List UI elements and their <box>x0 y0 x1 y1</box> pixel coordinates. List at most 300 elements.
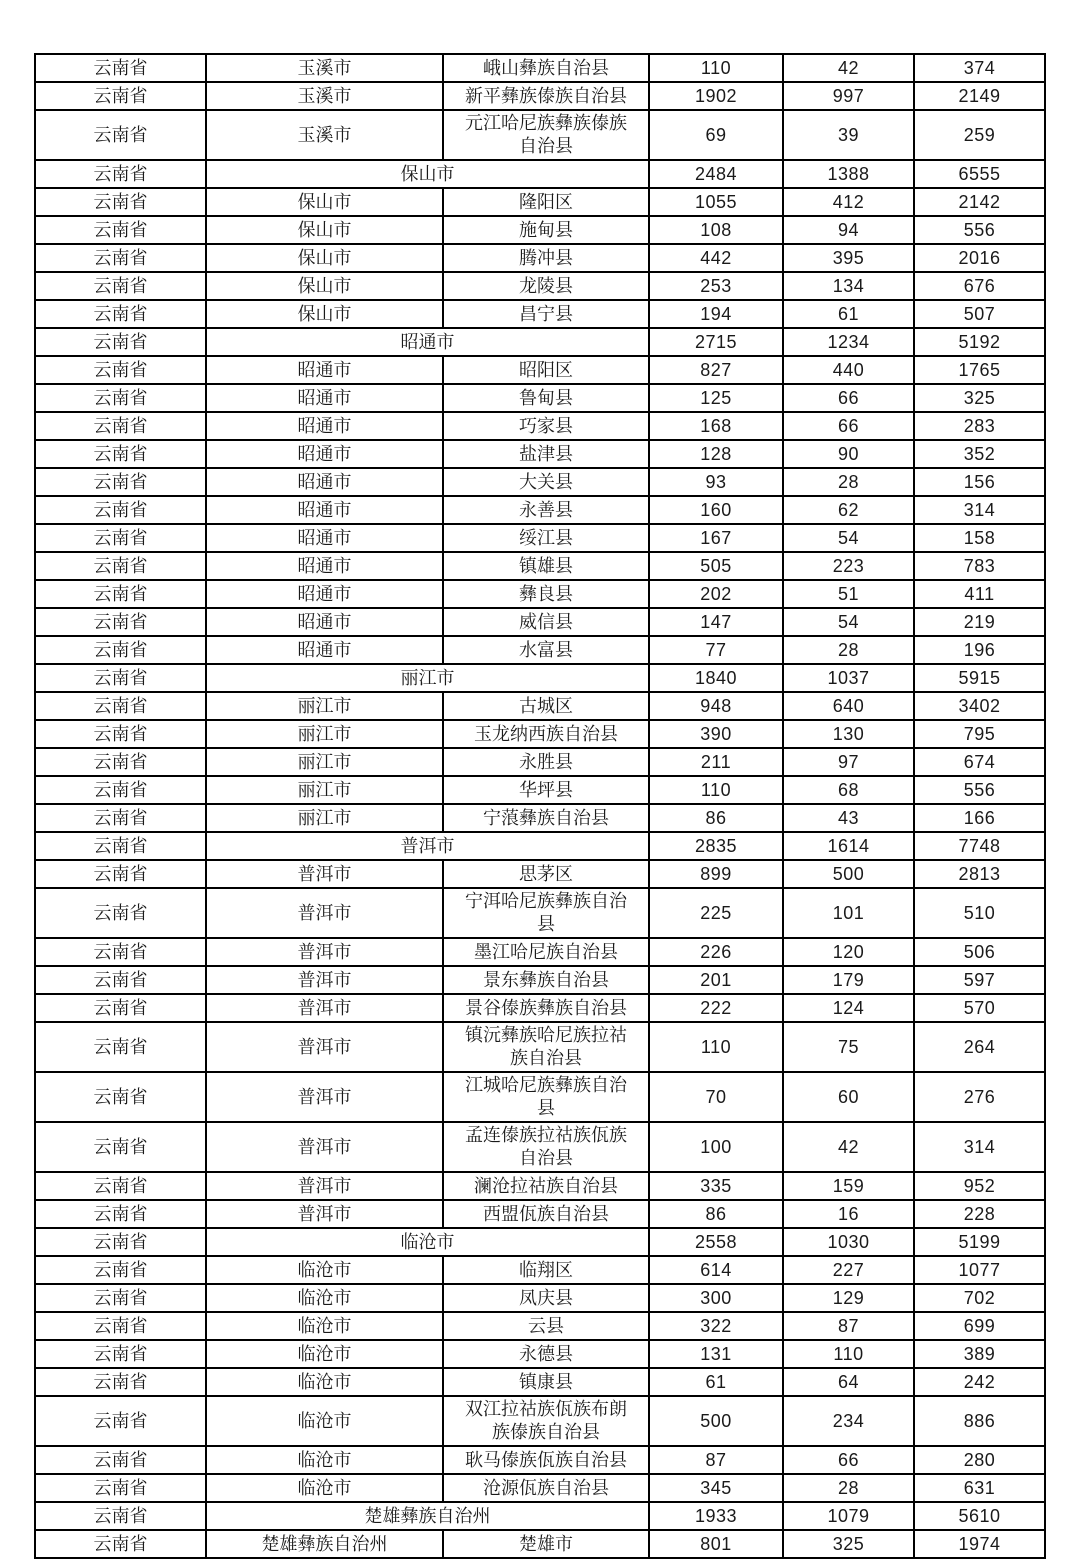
county-cell <box>443 216 649 244</box>
table-row <box>35 1022 1045 1072</box>
province-cell: 云南省 <box>35 356 206 384</box>
city-cell: 昭通市 <box>206 524 443 552</box>
table-row <box>35 244 1045 272</box>
table-row <box>35 1072 1045 1122</box>
value-cell: 1614 <box>783 832 914 860</box>
value-cell: 322 <box>649 1312 783 1340</box>
city-cell: 昭通市 <box>206 356 443 384</box>
value-cell: 167 <box>649 524 783 552</box>
city-cell: 临沧市 <box>206 1312 443 1340</box>
province-cell: 云南省 <box>35 412 206 440</box>
county-cell <box>443 938 649 966</box>
table-row <box>35 1474 1045 1502</box>
province-cell: 云南省 <box>35 804 206 832</box>
value-cell: 168 <box>649 412 783 440</box>
value-cell: 2813 <box>914 860 1045 888</box>
county-name: 楚雄市 <box>519 1533 573 1554</box>
value-cell: 899 <box>649 860 783 888</box>
city-cell: 普洱市 <box>206 860 443 888</box>
province-cell: 云南省 <box>35 608 206 636</box>
value-cell: 2149 <box>914 82 1045 110</box>
province-cell: 云南省 <box>35 1340 206 1368</box>
table-row <box>35 1172 1045 1200</box>
value-cell: 110 <box>649 1022 783 1072</box>
county-cell <box>443 524 649 552</box>
county-name: 宁蒗彝族自治县 <box>483 807 609 828</box>
county-name: 龙陵县 <box>519 275 573 296</box>
county-name: 永胜县 <box>519 751 573 772</box>
county-name: 盐津县 <box>519 443 573 464</box>
province-cell: 云南省 <box>35 1022 206 1072</box>
county-name: 巧家县 <box>519 415 573 436</box>
city-cell: 普洱市 <box>206 1122 443 1172</box>
city-cell: 昭通市 <box>206 552 443 580</box>
county-cell <box>443 412 649 440</box>
region-statistics-table <box>34 53 1046 1559</box>
value-cell: 120 <box>783 938 914 966</box>
province-cell: 云南省 <box>35 748 206 776</box>
table-row <box>35 804 1045 832</box>
county-name: 云县 <box>528 1315 564 1336</box>
city-cell: 玉溪市 <box>206 82 443 110</box>
county-name: 峨山彝族自治县 <box>483 57 609 78</box>
value-cell: 389 <box>914 1340 1045 1368</box>
value-cell: 90 <box>783 440 914 468</box>
province-cell: 云南省 <box>35 1396 206 1446</box>
city-cell: 玉溪市 <box>206 54 443 82</box>
value-cell: 86 <box>649 1200 783 1228</box>
value-cell: 676 <box>914 272 1045 300</box>
value-cell: 134 <box>783 272 914 300</box>
city-group-cell: 昭通市 <box>206 328 649 356</box>
province-cell: 云南省 <box>35 1072 206 1122</box>
value-cell: 442 <box>649 244 783 272</box>
value-cell: 335 <box>649 1172 783 1200</box>
province-cell: 云南省 <box>35 692 206 720</box>
value-cell: 702 <box>914 1284 1045 1312</box>
province-cell: 云南省 <box>35 1200 206 1228</box>
city-cell: 保山市 <box>206 216 443 244</box>
province-cell: 云南省 <box>35 1122 206 1172</box>
city-cell: 昭通市 <box>206 468 443 496</box>
value-cell: 28 <box>783 636 914 664</box>
value-cell: 156 <box>914 468 1045 496</box>
province-cell: 云南省 <box>35 860 206 888</box>
county-cell <box>443 1256 649 1284</box>
value-cell: 128 <box>649 440 783 468</box>
province-cell: 云南省 <box>35 300 206 328</box>
table-row <box>35 1122 1045 1172</box>
city-cell: 昭通市 <box>206 608 443 636</box>
county-cell <box>443 1340 649 1368</box>
value-cell: 42 <box>783 1122 914 1172</box>
county-name: 景谷傣族彝族自治县 <box>465 997 627 1018</box>
value-cell: 674 <box>914 748 1045 776</box>
value-cell: 201 <box>649 966 783 994</box>
value-cell: 7748 <box>914 832 1045 860</box>
province-cell: 云南省 <box>35 888 206 938</box>
county-cell <box>443 272 649 300</box>
table-row <box>35 938 1045 966</box>
table-row-group-summary <box>35 832 1045 860</box>
city-cell: 昭通市 <box>206 412 443 440</box>
table-row <box>35 994 1045 1022</box>
value-cell: 87 <box>783 1312 914 1340</box>
value-cell: 42 <box>783 54 914 82</box>
value-cell: 345 <box>649 1474 783 1502</box>
county-cell <box>443 692 649 720</box>
county-cell <box>443 1022 649 1072</box>
city-cell: 昭通市 <box>206 496 443 524</box>
city-group-cell: 普洱市 <box>206 832 649 860</box>
value-cell: 64 <box>783 1368 914 1396</box>
city-cell: 保山市 <box>206 300 443 328</box>
city-group-cell: 临沧市 <box>206 1228 649 1256</box>
value-cell: 314 <box>914 1122 1045 1172</box>
county-name: 威信县 <box>519 611 573 632</box>
value-cell: 5610 <box>914 1502 1045 1530</box>
value-cell: 253 <box>649 272 783 300</box>
value-cell: 61 <box>649 1368 783 1396</box>
value-cell: 131 <box>649 1340 783 1368</box>
value-cell: 179 <box>783 966 914 994</box>
value-cell: 948 <box>649 692 783 720</box>
city-cell: 普洱市 <box>206 1022 443 1072</box>
value-cell: 2558 <box>649 1228 783 1256</box>
county-name: 鲁甸县 <box>519 387 573 408</box>
value-cell: 66 <box>783 1446 914 1474</box>
value-cell: 110 <box>783 1340 914 1368</box>
province-cell: 云南省 <box>35 1312 206 1340</box>
value-cell: 129 <box>783 1284 914 1312</box>
county-name: 西盟佤族自治县 <box>483 1203 609 1224</box>
county-cell <box>443 804 649 832</box>
value-cell: 68 <box>783 776 914 804</box>
value-cell: 124 <box>783 994 914 1022</box>
table-row <box>35 440 1045 468</box>
value-cell: 997 <box>783 82 914 110</box>
county-cell <box>443 1200 649 1228</box>
county-name: 景东彝族自治县 <box>483 969 609 990</box>
table-body <box>35 54 1045 1558</box>
city-cell: 昭通市 <box>206 440 443 468</box>
table-row <box>35 888 1045 938</box>
table-row <box>35 188 1045 216</box>
value-cell: 276 <box>914 1072 1045 1122</box>
value-cell: 159 <box>783 1172 914 1200</box>
value-cell: 556 <box>914 216 1045 244</box>
value-cell: 1902 <box>649 82 783 110</box>
value-cell: 242 <box>914 1368 1045 1396</box>
value-cell: 54 <box>783 524 914 552</box>
value-cell: 500 <box>649 1396 783 1446</box>
value-cell: 28 <box>783 1474 914 1502</box>
value-cell: 1037 <box>783 664 914 692</box>
value-cell: 1388 <box>783 160 914 188</box>
value-cell: 97 <box>783 748 914 776</box>
province-cell: 云南省 <box>35 552 206 580</box>
county-cell <box>443 384 649 412</box>
value-cell: 411 <box>914 580 1045 608</box>
county-name: 隆阳区 <box>519 191 573 212</box>
city-cell: 保山市 <box>206 188 443 216</box>
table-row <box>35 552 1045 580</box>
county-cell <box>443 776 649 804</box>
county-name: 昌宁县 <box>519 303 573 324</box>
city-group-cell: 楚雄彝族自治州 <box>206 1502 649 1530</box>
table-row <box>35 524 1045 552</box>
table-row-group-summary <box>35 1228 1045 1256</box>
value-cell: 194 <box>649 300 783 328</box>
province-cell: 云南省 <box>35 832 206 860</box>
table-row <box>35 54 1045 82</box>
value-cell: 69 <box>649 110 783 160</box>
value-cell: 325 <box>914 384 1045 412</box>
value-cell: 6555 <box>914 160 1045 188</box>
province-cell: 云南省 <box>35 720 206 748</box>
province-cell: 云南省 <box>35 1502 206 1530</box>
county-cell <box>443 994 649 1022</box>
value-cell: 2016 <box>914 244 1045 272</box>
value-cell: 264 <box>914 1022 1045 1072</box>
city-cell: 昭通市 <box>206 580 443 608</box>
value-cell: 1933 <box>649 1502 783 1530</box>
value-cell: 86 <box>649 804 783 832</box>
city-cell: 临沧市 <box>206 1474 443 1502</box>
city-cell: 临沧市 <box>206 1340 443 1368</box>
city-cell: 临沧市 <box>206 1446 443 1474</box>
value-cell: 440 <box>783 356 914 384</box>
value-cell: 614 <box>649 1256 783 1284</box>
county-name: 昭阳区 <box>519 359 573 380</box>
province-cell: 云南省 <box>35 776 206 804</box>
table-row <box>35 608 1045 636</box>
value-cell: 75 <box>783 1022 914 1072</box>
county-name: 临翔区 <box>519 1259 573 1280</box>
county-name: 元江哈尼族彝族傣族自治县 <box>465 113 627 156</box>
province-cell: 云南省 <box>35 244 206 272</box>
province-cell: 云南省 <box>35 188 206 216</box>
county-cell <box>443 748 649 776</box>
table-row <box>35 1530 1045 1558</box>
table-row-group-summary <box>35 328 1045 356</box>
city-cell: 丽江市 <box>206 776 443 804</box>
county-cell <box>443 1122 649 1172</box>
value-cell: 2715 <box>649 328 783 356</box>
county-cell <box>443 1530 649 1558</box>
county-cell <box>443 54 649 82</box>
province-cell: 云南省 <box>35 938 206 966</box>
value-cell: 93 <box>649 468 783 496</box>
county-cell <box>443 440 649 468</box>
table-row <box>35 1340 1045 1368</box>
table-row-group-summary <box>35 1502 1045 1530</box>
county-cell <box>443 110 649 160</box>
value-cell: 5192 <box>914 328 1045 356</box>
county-name: 水富县 <box>519 639 573 660</box>
value-cell: 16 <box>783 1200 914 1228</box>
value-cell: 300 <box>649 1284 783 1312</box>
province-cell: 云南省 <box>35 160 206 188</box>
province-cell: 云南省 <box>35 54 206 82</box>
value-cell: 66 <box>783 412 914 440</box>
county-name: 古城区 <box>519 695 573 716</box>
city-cell: 普洱市 <box>206 1172 443 1200</box>
province-cell: 云南省 <box>35 636 206 664</box>
value-cell: 219 <box>914 608 1045 636</box>
city-cell: 普洱市 <box>206 994 443 1022</box>
table-row <box>35 776 1045 804</box>
value-cell: 202 <box>649 580 783 608</box>
value-cell: 100 <box>649 1122 783 1172</box>
value-cell: 1840 <box>649 664 783 692</box>
province-cell: 云南省 <box>35 216 206 244</box>
table-row <box>35 1396 1045 1446</box>
value-cell: 160 <box>649 496 783 524</box>
value-cell: 507 <box>914 300 1045 328</box>
county-cell <box>443 300 649 328</box>
county-name: 彝良县 <box>519 583 573 604</box>
table-row <box>35 300 1045 328</box>
city-group-cell: 丽江市 <box>206 664 649 692</box>
value-cell: 325 <box>783 1530 914 1558</box>
value-cell: 280 <box>914 1446 1045 1474</box>
value-cell: 314 <box>914 496 1045 524</box>
table-row <box>35 636 1045 664</box>
province-cell: 云南省 <box>35 1228 206 1256</box>
province-cell: 云南省 <box>35 1284 206 1312</box>
province-cell: 云南省 <box>35 384 206 412</box>
table-row <box>35 1256 1045 1284</box>
province-cell: 云南省 <box>35 1474 206 1502</box>
county-cell <box>443 966 649 994</box>
value-cell: 228 <box>914 1200 1045 1228</box>
county-name: 镇雄县 <box>519 555 573 576</box>
value-cell: 110 <box>649 776 783 804</box>
value-cell: 500 <box>783 860 914 888</box>
province-cell: 云南省 <box>35 664 206 692</box>
value-cell: 77 <box>649 636 783 664</box>
table-row <box>35 412 1045 440</box>
table-row <box>35 384 1045 412</box>
county-name: 江城哈尼族彝族自治县 <box>465 1075 627 1118</box>
value-cell: 54 <box>783 608 914 636</box>
value-cell: 226 <box>649 938 783 966</box>
county-cell <box>443 356 649 384</box>
city-cell: 保山市 <box>206 272 443 300</box>
value-cell: 108 <box>649 216 783 244</box>
county-cell <box>443 1284 649 1312</box>
province-cell: 云南省 <box>35 328 206 356</box>
value-cell: 225 <box>649 888 783 938</box>
county-name: 华坪县 <box>519 779 573 800</box>
table-row <box>35 468 1045 496</box>
value-cell: 795 <box>914 720 1045 748</box>
value-cell: 631 <box>914 1474 1045 1502</box>
table-row <box>35 356 1045 384</box>
table-row <box>35 1368 1045 1396</box>
table-row <box>35 860 1045 888</box>
table-row <box>35 748 1045 776</box>
county-cell <box>443 608 649 636</box>
city-cell: 丽江市 <box>206 692 443 720</box>
county-cell <box>443 580 649 608</box>
county-cell <box>443 244 649 272</box>
city-group-cell: 保山市 <box>206 160 649 188</box>
province-cell: 云南省 <box>35 580 206 608</box>
value-cell: 506 <box>914 938 1045 966</box>
value-cell: 43 <box>783 804 914 832</box>
value-cell: 196 <box>914 636 1045 664</box>
county-name: 永德县 <box>519 1343 573 1364</box>
value-cell: 110 <box>649 54 783 82</box>
county-name: 孟连傣族拉祜族佤族自治县 <box>465 1125 627 1168</box>
value-cell: 5199 <box>914 1228 1045 1256</box>
value-cell: 886 <box>914 1396 1045 1446</box>
city-cell: 昭通市 <box>206 384 443 412</box>
province-cell: 云南省 <box>35 496 206 524</box>
table-row <box>35 82 1045 110</box>
value-cell: 51 <box>783 580 914 608</box>
province-cell: 云南省 <box>35 1172 206 1200</box>
value-cell: 412 <box>783 188 914 216</box>
value-cell: 28 <box>783 468 914 496</box>
table-row <box>35 720 1045 748</box>
value-cell: 259 <box>914 110 1045 160</box>
value-cell: 374 <box>914 54 1045 82</box>
city-cell: 楚雄彝族自治州 <box>206 1530 443 1558</box>
county-name: 新平彝族傣族自治县 <box>465 85 627 106</box>
value-cell: 5915 <box>914 664 1045 692</box>
value-cell: 66 <box>783 384 914 412</box>
value-cell: 1974 <box>914 1530 1045 1558</box>
county-name: 镇沅彝族哈尼族拉祜族自治县 <box>465 1025 627 1068</box>
city-cell: 临沧市 <box>206 1256 443 1284</box>
county-name: 耿马傣族佤族自治县 <box>465 1449 627 1470</box>
table-row <box>35 1446 1045 1474</box>
value-cell: 2484 <box>649 160 783 188</box>
value-cell: 101 <box>783 888 914 938</box>
city-cell: 昭通市 <box>206 636 443 664</box>
table-row <box>35 216 1045 244</box>
county-cell <box>443 1072 649 1122</box>
value-cell: 1077 <box>914 1256 1045 1284</box>
province-cell: 云南省 <box>35 966 206 994</box>
province-cell: 云南省 <box>35 994 206 1022</box>
county-name: 澜沧拉祜族自治县 <box>474 1175 618 1196</box>
county-cell <box>443 1172 649 1200</box>
value-cell: 158 <box>914 524 1045 552</box>
city-cell: 临沧市 <box>206 1284 443 1312</box>
value-cell: 94 <box>783 216 914 244</box>
value-cell: 352 <box>914 440 1045 468</box>
value-cell: 699 <box>914 1312 1045 1340</box>
province-cell: 云南省 <box>35 82 206 110</box>
county-cell <box>443 552 649 580</box>
value-cell: 510 <box>914 888 1045 938</box>
county-name: 永善县 <box>519 499 573 520</box>
value-cell: 62 <box>783 496 914 524</box>
value-cell: 1030 <box>783 1228 914 1256</box>
value-cell: 390 <box>649 720 783 748</box>
county-cell <box>443 496 649 524</box>
city-cell: 临沧市 <box>206 1368 443 1396</box>
table-row <box>35 110 1045 160</box>
value-cell: 70 <box>649 1072 783 1122</box>
value-cell: 556 <box>914 776 1045 804</box>
county-name: 凤庆县 <box>519 1287 573 1308</box>
city-cell: 丽江市 <box>206 804 443 832</box>
